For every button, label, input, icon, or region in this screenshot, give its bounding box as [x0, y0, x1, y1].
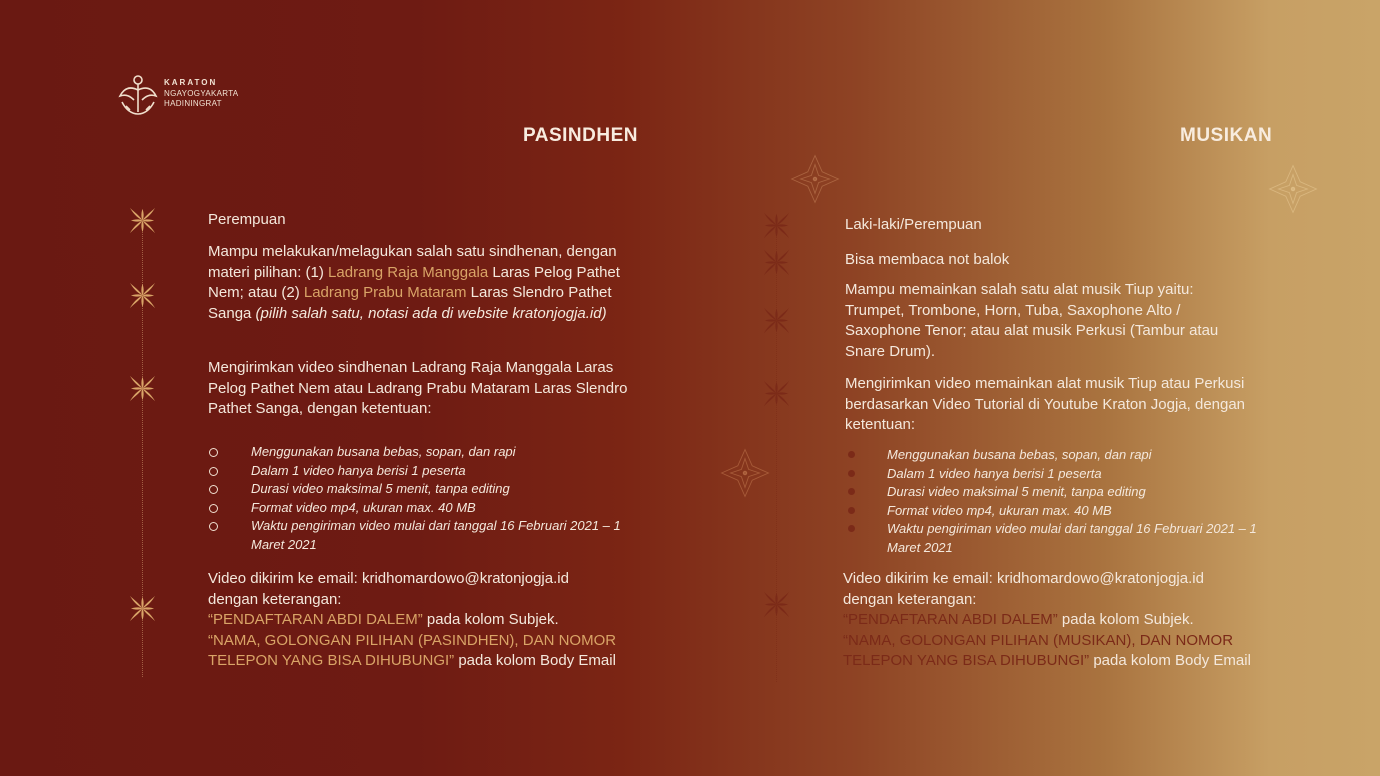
pasindhen-title: PASINDHEN — [523, 125, 638, 146]
musikan-rules-list — [844, 446, 1274, 557]
req-note: (pilih salah satu, notasi ada di website kratonjogja.id) — [255, 304, 607, 322]
song-option-2: Ladrang Prabu Mataram — [303, 284, 467, 301]
list-item: Waktu pengiriman video mulai dari tanggal 16 Februari 2021 – 1 Maret 2021 — [208, 517, 638, 554]
list-item: Format video mp4, ukuran max. 40 MB — [844, 502, 1274, 521]
email-body — [208, 631, 638, 672]
list-item: Format video mp4, ukuran max. 40 MB — [208, 499, 638, 518]
list-item: Dalam 1 video hanya berisi 1 peserta — [844, 465, 1274, 484]
pasindhen-requirement-skill — [208, 242, 633, 324]
email-subject-value: “PENDAFTARAN ABDI DALEM” — [208, 611, 423, 628]
ornament-icon — [762, 248, 791, 277]
req-text-c: Laras Slendro Pathet Sanga — [208, 284, 612, 322]
email-subject — [208, 610, 638, 631]
logo-line-1: KARATON — [164, 78, 218, 87]
musikan-title: MUSIKAN — [1180, 125, 1273, 146]
song-option-1: Ladrang Raja Manggala — [328, 263, 489, 281]
email-line: Video dikirim ke email: kridhomardowo@kratonjogja.id — [208, 570, 569, 587]
logo-line-2: NGAYOGYAKARTA — [164, 88, 239, 98]
ornament-icon — [762, 590, 791, 619]
list-item: Durasi video maksimal 5 menit, tanpa editing — [208, 480, 638, 499]
faint-ornament-icon — [1266, 162, 1320, 216]
pasindhen-video-requirement: Mengirimkan video sindhenan Ladrang Raja Manggala Laras Pelog Pathet Nem atau Ladrang Prabu Mataram Laras Slendro Pathet Sanga, dengan ketentuan: — [208, 359, 628, 417]
musikan-video-requirement: Mengirimkan video memainkan alat musik Tiup atau Perkusi berdasarkan Video Tutorial di Youtube Kraton Jogja, dengan ketentuan: — [845, 375, 1246, 433]
email-body-label: pada kolom Body Email — [454, 652, 616, 669]
logo-line-3: HADININGRAT — [164, 99, 222, 108]
list-item: Dalam 1 video hanya berisi 1 peserta — [208, 462, 638, 481]
email-body-value: “NAMA, GOLONGAN PILIHAN (PASINDHEN), DAN NOMOR TELEPON YANG BISA DIHUBUNGI” — [208, 631, 617, 669]
list-item: Menggunakan busana bebas, sopan, dan rapi — [844, 446, 1274, 465]
req-text-a: Mampu melakukan/melagukan salah satu sindhenan, dengan materi pilihan: (1) — [208, 243, 617, 281]
list-item: Menggunakan busana bebas, sopan, dan rapi — [208, 443, 638, 462]
pasindhen-gender: Perempuan — [208, 211, 286, 228]
kraton-logo-text — [164, 78, 238, 110]
ornament-icon — [128, 594, 157, 623]
email-subject-label: pada kolom Subjek. — [422, 611, 559, 628]
email-caption: dengan keterangan: — [843, 590, 977, 608]
pasindhen-email-instructions — [208, 569, 638, 672]
musikan-instrument-requirement: Mampu memainkan salah satu alat musik Tiup yaitu: Trumpet, Trombone, Horn, Tuba, Saxophone Alto / Saxophone Tenor; atau alat musik Perkusi (Tambur atau Snare Drum). — [845, 281, 1219, 360]
req-text-b: Laras Pelog Pathet Nem; atau (2) — [208, 263, 620, 301]
ornament-icon — [128, 206, 157, 235]
list-item: Waktu pengiriman video mulai dari tanggal 16 Februari 2021 – 1 Maret 2021 — [844, 520, 1274, 557]
faint-ornament-icon — [788, 152, 842, 206]
email-subject — [843, 610, 1273, 631]
list-item: Durasi video maksimal 5 menit, tanpa editing — [844, 483, 1274, 502]
ornament-icon — [762, 211, 791, 240]
musikan-gender: Laki-laki/Perempuan — [845, 216, 982, 233]
musikan-email-instructions — [843, 569, 1273, 672]
kraton-emblem-icon — [116, 72, 160, 118]
email-caption: dengan keterangan: — [208, 590, 342, 608]
ornament-icon — [128, 374, 157, 403]
email-body — [843, 631, 1273, 672]
ornament-icon — [762, 306, 791, 335]
email-subject-label: pada kolom Subjek. — [1057, 611, 1194, 628]
musikan-notation-skill: Bisa membaca not balok — [845, 251, 1010, 268]
ornament-icon — [762, 379, 791, 408]
pasindhen-rules-list — [208, 443, 638, 554]
email-subject-value: “PENDAFTARAN ABDI DALEM” — [843, 611, 1058, 628]
ornament-icon — [128, 281, 157, 310]
email-body-label: pada kolom Body Email — [1089, 652, 1251, 669]
faint-ornament-icon — [718, 446, 772, 500]
email-body-value: “NAMA, GOLONGAN PILIHAN (MUSIKAN), DAN NOMOR TELEPON YANG BISA DIHUBUNGI” — [843, 631, 1234, 669]
email-line: Video dikirim ke email: kridhomardowo@kratonjogja.id — [843, 570, 1204, 587]
